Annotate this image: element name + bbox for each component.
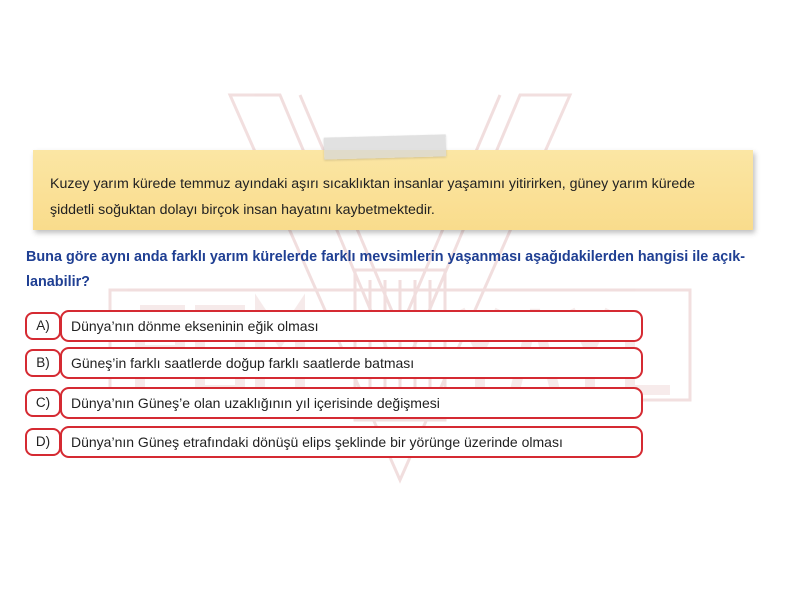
option-d[interactable]: [0, 426, 800, 458]
option-text-a[interactable]: Dünya’nın dönme ekseninin eğik olması: [60, 310, 643, 342]
option-letter-a[interactable]: A): [25, 312, 61, 340]
option-text-b[interactable]: Güneş’in farklı saatlerde doğup farklı saatlerde batması: [60, 347, 643, 379]
option-b[interactable]: [0, 347, 800, 379]
option-letter-c[interactable]: C): [25, 389, 61, 417]
note-text: [50, 171, 750, 223]
option-letter-d[interactable]: D): [25, 428, 61, 456]
option-a[interactable]: [0, 310, 800, 342]
option-letter-b[interactable]: B): [25, 349, 61, 377]
option-c[interactable]: [0, 387, 800, 419]
note-line-2: şiddetli soğuktan dolayı birçok insan hayatını kaybetmektedir.: [50, 202, 435, 218]
option-text-d[interactable]: Dünya’nın Güneş etrafındaki dönüşü elips şeklinde bir yörünge üzerinde olması: [60, 426, 643, 458]
question-text: [26, 245, 778, 295]
tape-strip: [324, 134, 447, 159]
option-text-c[interactable]: Dünya’nın Güneş’e olan uzaklığının yıl içerisinde değişmesi: [60, 387, 643, 419]
question-line-1: Buna göre aynı anda farklı yarım kürelerde farklı mevsimlerin yaşanması aşağıdakilerden hangisi ile açık-: [26, 249, 746, 265]
note-line-1: Kuzey yarım kürede temmuz ayındaki aşırı sıcaklıktan insanlar yaşamını yitirirken, güney yarım kürede: [50, 176, 695, 192]
question-line-2: lanabilir?: [26, 274, 90, 290]
